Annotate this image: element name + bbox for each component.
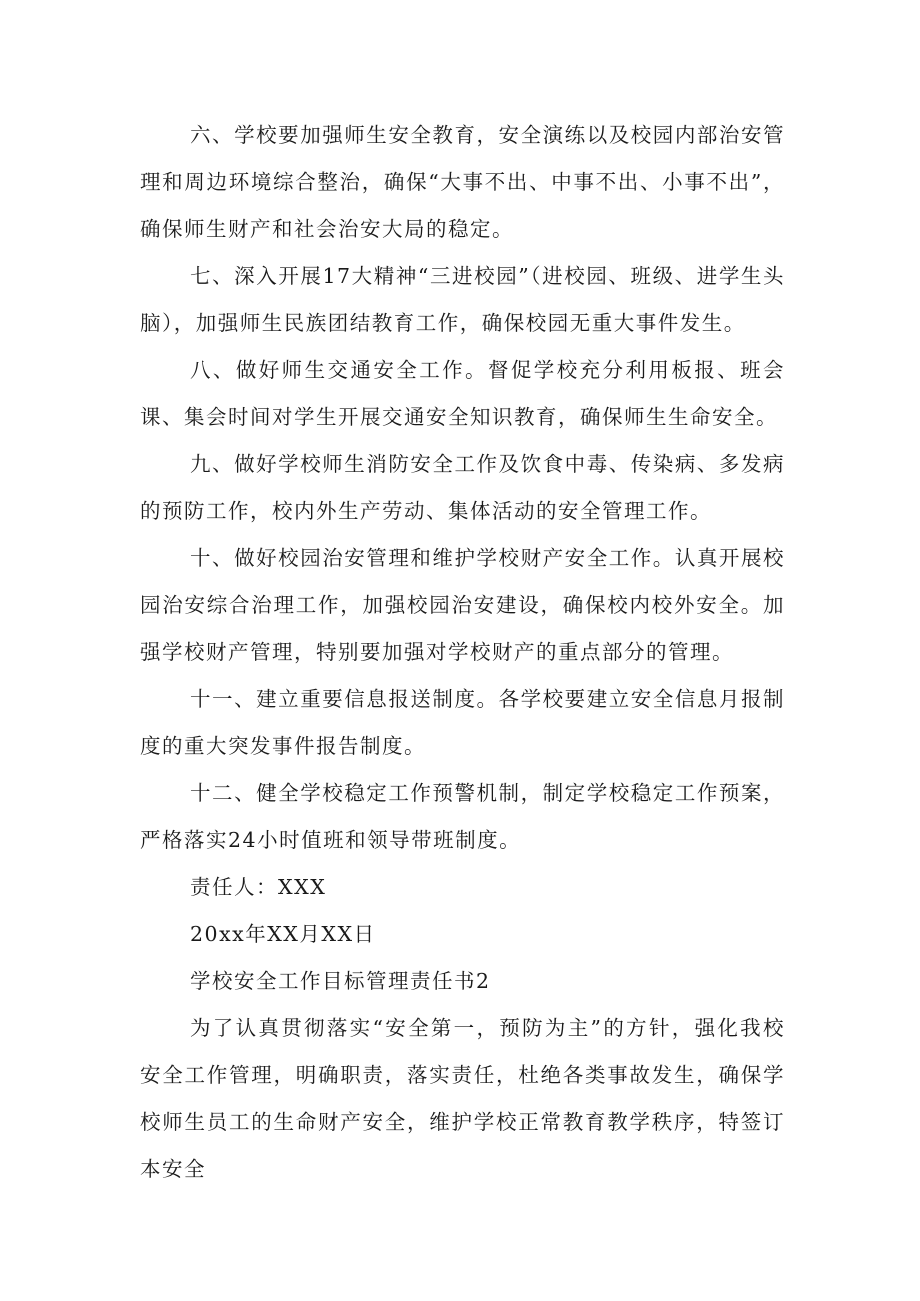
- paragraph-10: 十、做好校园治安管理和维护学校财产安全工作。认真开展校园治安综合治理工作，加强校园治安建设，确保校内校外安全。加强学校财产管理，特别要加强对学校财产的重点部分的管理。: [140, 546, 785, 664]
- document-body: [140, 112, 785, 1193]
- paragraph-12: 十二、健全学校稳定工作预警机制，制定学校稳定工作预案，严格落实24小时值班和领导带班制度。: [140, 781, 785, 852]
- section-title: 学校安全工作目标管理责任书2: [190, 969, 491, 993]
- paragraph-8: 八、做好师生交通安全工作。督促学校充分利用板报、班会课、集会时间对学生开展交通安全知识教育，确保师生生命安全。: [140, 358, 785, 429]
- intro-paragraph: 为了认真贯彻落实“安全第一，预防为主”的方针，强化我校安全工作管理，明确职责，落实责任，杜绝各类事故发生，确保学校师生员工的生命财产安全，维护学校正常教育教学秩序，特签订本安全: [140, 1016, 785, 1181]
- paragraph-7: 七、深入开展17大精神“三进校园”（进校园、班级、进学生头脑），加强师生民族团结教育工作，确保校园无重大事件发生。: [140, 264, 785, 335]
- paragraph-11: 十一、建立重要信息报送制度。各学校要建立安全信息月报制度的重大突发事件报告制度。: [140, 687, 785, 758]
- responsible-person: 责任人：XXX: [190, 875, 327, 899]
- paragraph-9: 九、做好学校师生消防安全工作及饮食中毒、传染病、多发病的预防工作，校内外生产劳动、集体活动的安全管理工作。: [140, 452, 785, 523]
- paragraph-6: 六、学校要加强师生安全教育，安全演练以及校园内部治安管理和周边环境综合整治，确保“大事不出、中事不出、小事不出”，确保师生财产和社会治安大局的稳定。: [140, 123, 785, 241]
- document-date: 20xx年XX月XX日: [190, 922, 376, 946]
